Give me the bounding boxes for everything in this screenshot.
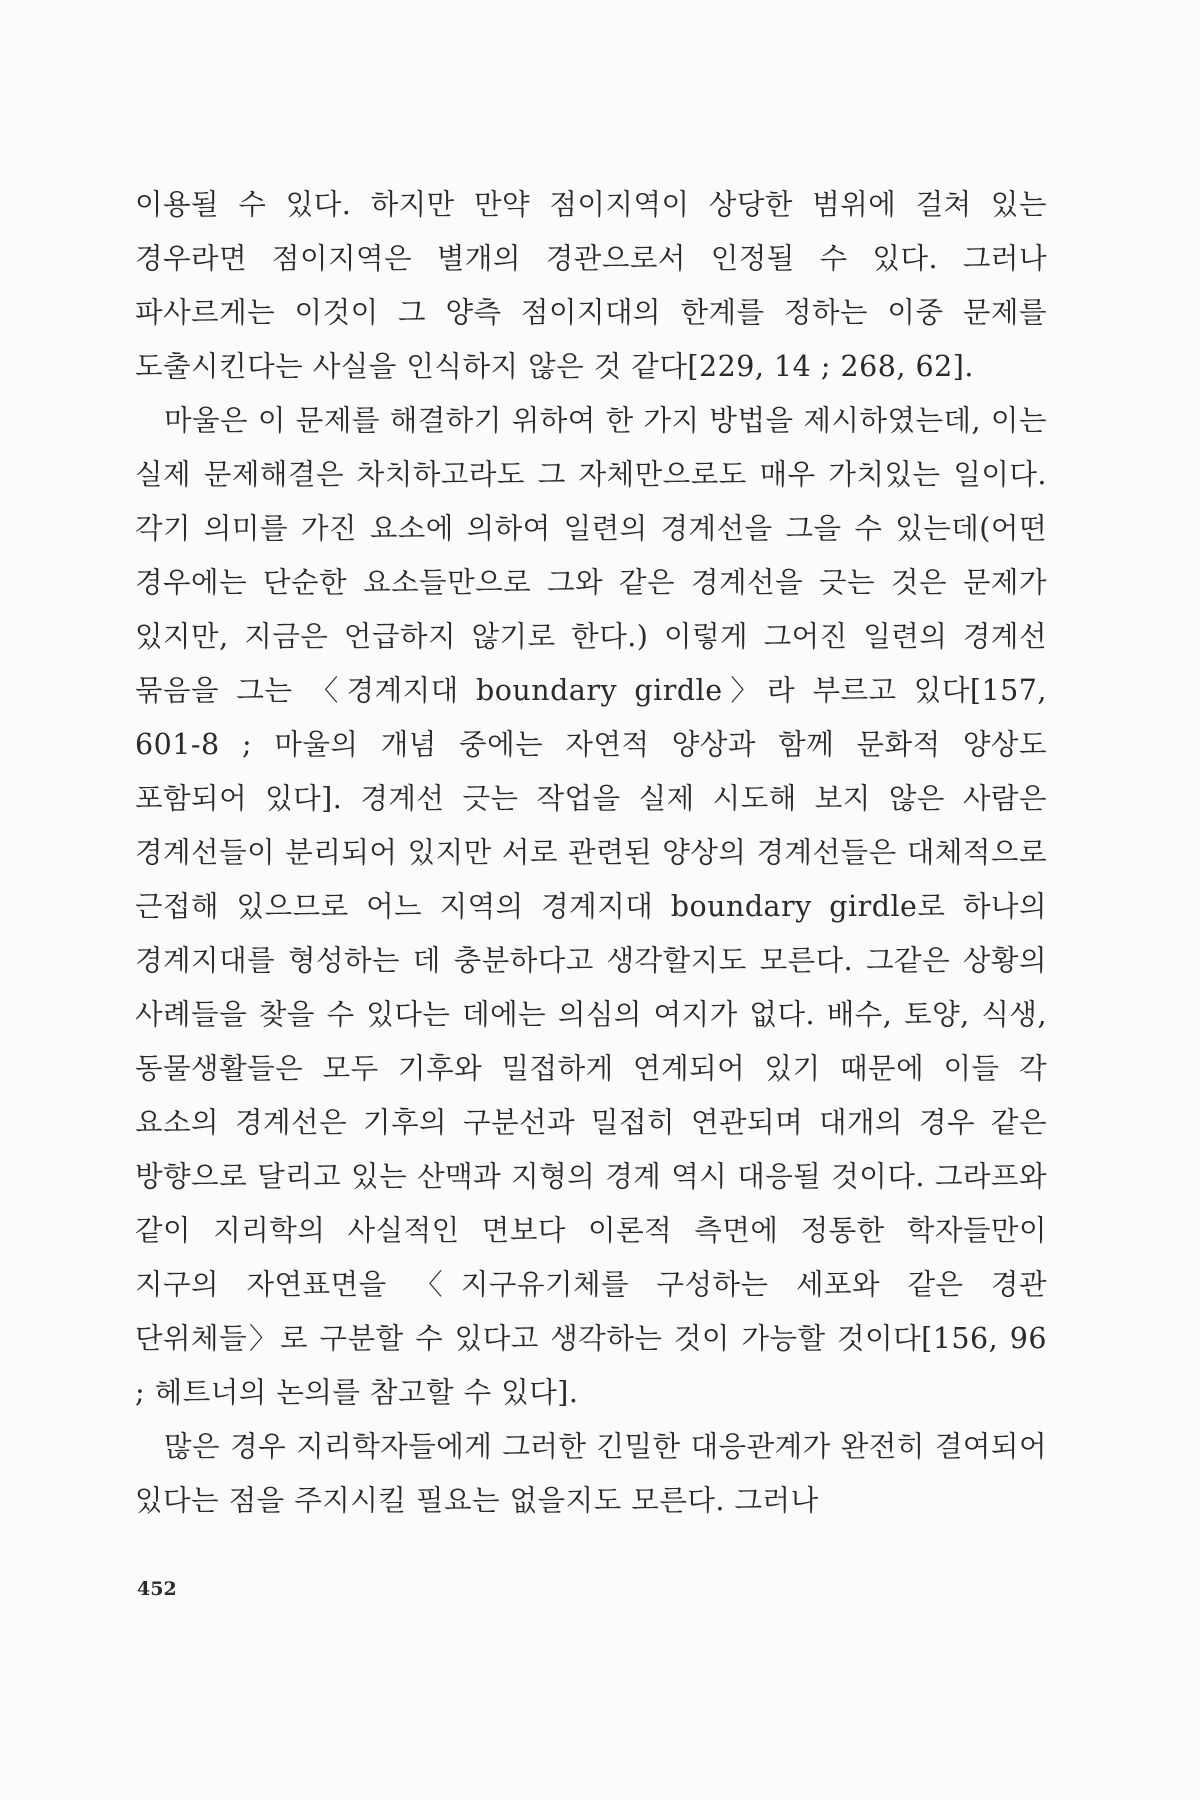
page-number: 452 bbox=[137, 1578, 177, 1600]
paragraph: 이용될 수 있다. 하지만 만약 점이지역이 상당한 범위에 걸쳐 있는 경우라면 점이지역은 별개의 경관으로서 인정될 수 있다. 그러나 파사르게는 이것이 그 양측 점이지대의 한계를 정하는 이중 문제를 도출시킨다는 사실을 인식하지 않은 것 같다[229, 14 ; 268, 62]. bbox=[135, 188, 1047, 383]
body-text bbox=[135, 178, 1047, 1528]
paragraph: 마울은 이 문제를 해결하기 위하여 한 가지 방법을 제시하였는데, 이는 실제 문제해결은 차치하고라도 그 자체만으로도 매우 가치있는 일이다. 각기 의미를 가진 요소에 의하여 일련의 경계선을 그을 수 있는데(어떤 경우에는 단순한 요소들만으로 그와 같은 경계선을 긋는 것은 문제가 있지만, 지금은 언급하지 않기로 한다.) 이렇게 그어진 일련의 경계선 묶음을 그는 〈경계지대 boundary girdle〉라 부르고 있다[157, 601-8 ; 마울의 개념 중에는 자연적 양상과 함께 문화적 양상도 포함되어 있다]. 경계선 긋는 작업을 실제 시도해 보지 않은 사람은 경계선들이 분리되어 있지만 서로 관련된 양상의 경계선들은 대체적으로 근접해 있으므로 어느 지역의 경계지대 boundary girdle로 하나의 경계지대를 형성하는 데 충분하다고 생각할지도 모른다. 그같은 상황의 사례들을 찾을 수 있다는 데에는 의심의 여지가 없다. 배수, 토양, 식생, 동물생활들은 모두 기후와 밀접하게 연계되어 있기 때문에 이들 각 요소의 경계선은 기후의 구분선과 밀접히 연관되며 대개의 경우 같은 방향으로 달리고 있는 산맥과 지형의 경계 역시 대응될 것이다. 그라프와 같이 지리학의 사실적인 면보다 이론적 측면에 정통한 학자들만이 지구의 자연표면을 〈지구유기체를 구성하는 세포와 같은 경관 단위체들〉로 구분할 수 있다고 생각하는 것이 가능할 것이다[156, 96 ; 헤트너의 논의를 참고할 수 있다]. bbox=[135, 404, 1047, 1409]
paragraph: 많은 경우 지리학자들에게 그러한 긴밀한 대응관계가 완전히 결여되어 있다는 점을 주지시킬 필요는 없을지도 모른다. 그러나 bbox=[135, 1430, 1047, 1517]
